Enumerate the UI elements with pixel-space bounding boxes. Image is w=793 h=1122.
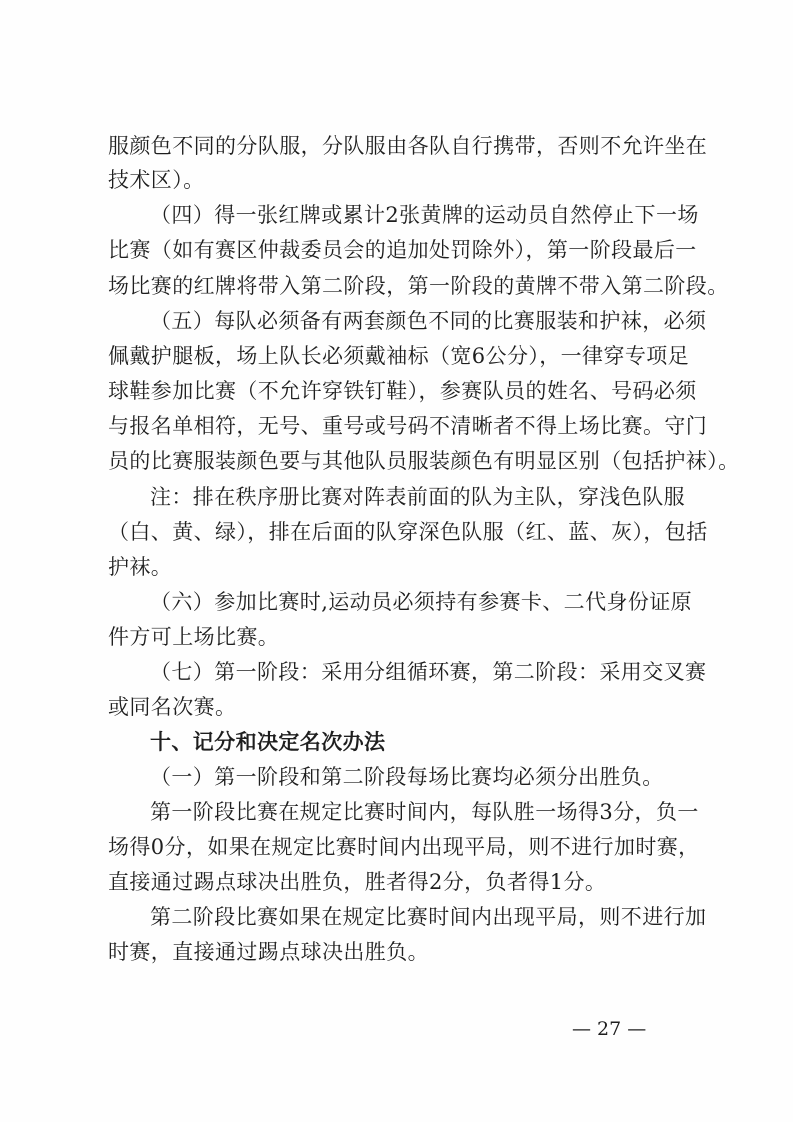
text-line: （五）每队必须备有两套颜色不同的比赛服装和护袜，必须 bbox=[150, 309, 707, 333]
text-line: 佩戴护腿板，场上队长必须戴袖标（宽6公分），一律穿专项足 bbox=[108, 344, 690, 368]
text-line: 员的比赛服装颜色要与其他队员服装颜色有明显区别（包括护袜）。 bbox=[108, 449, 740, 473]
text-line: （白、黄、绿），排在后面的队穿深色队服（红、蓝、灰），包括 bbox=[108, 520, 708, 544]
text-line: 第二阶段比赛如果在规定比赛时间内出现平局，则不进行加 bbox=[150, 905, 707, 929]
text-line: 第一阶段比赛在规定比赛时间内，每队胜一场得3分，负一 bbox=[150, 800, 699, 824]
text-line: 球鞋参加比赛（不允许穿铁钉鞋），参赛队员的姓名、号码必须 bbox=[108, 379, 697, 403]
text-line: 技术区）。 bbox=[108, 168, 205, 192]
text-line: 件方可上场比赛。 bbox=[108, 625, 280, 649]
text-line: 比赛（如有赛区仲裁委员会的追加处罚除外），第一阶段最后一 bbox=[108, 238, 697, 262]
text-line: （一）第一阶段和第二阶段每场比赛均必须分出胜负。 bbox=[150, 765, 664, 789]
text-line: 注：排在秩序册比赛对阵表前面的队为主队，穿浅色队服 bbox=[150, 485, 685, 509]
section-heading: 十、记分和决定名次办法 bbox=[150, 730, 386, 754]
text-line: 或同名次赛。 bbox=[108, 695, 237, 719]
text-line: 时赛，直接通过踢点球决出胜负。 bbox=[108, 940, 429, 964]
text-line: 场得0分，如果在规定比赛时间内出现平局，则不进行加时赛， bbox=[108, 835, 700, 859]
text-line: （六）参加比赛时,运动员必须持有参赛卡、二代身份证原 bbox=[150, 590, 693, 614]
text-line: 服颜色不同的分队服，分队服由各队自行携带，否则不允许坐在 bbox=[108, 134, 708, 158]
text-line: 场比赛的红牌将带入第二阶段，第一阶段的黄牌不带入第二阶段。 bbox=[108, 274, 729, 298]
text-line: 与报名单相符，无号、重号或号码不清晰者不得上场比赛。守门 bbox=[108, 414, 708, 438]
text-line: 护袜。 bbox=[108, 555, 173, 579]
text-line: （七）第一阶段：采用分组循环赛，第二阶段：采用交叉赛 bbox=[150, 660, 707, 684]
text-line: 直接通过踢点球决出胜负，胜者得2分，负者得1分。 bbox=[108, 870, 607, 894]
text-line: （四）得一张红牌或累计2张黄牌的运动员自然停止下一场 bbox=[150, 203, 699, 227]
page-number: — 27 — bbox=[572, 1018, 647, 1040]
